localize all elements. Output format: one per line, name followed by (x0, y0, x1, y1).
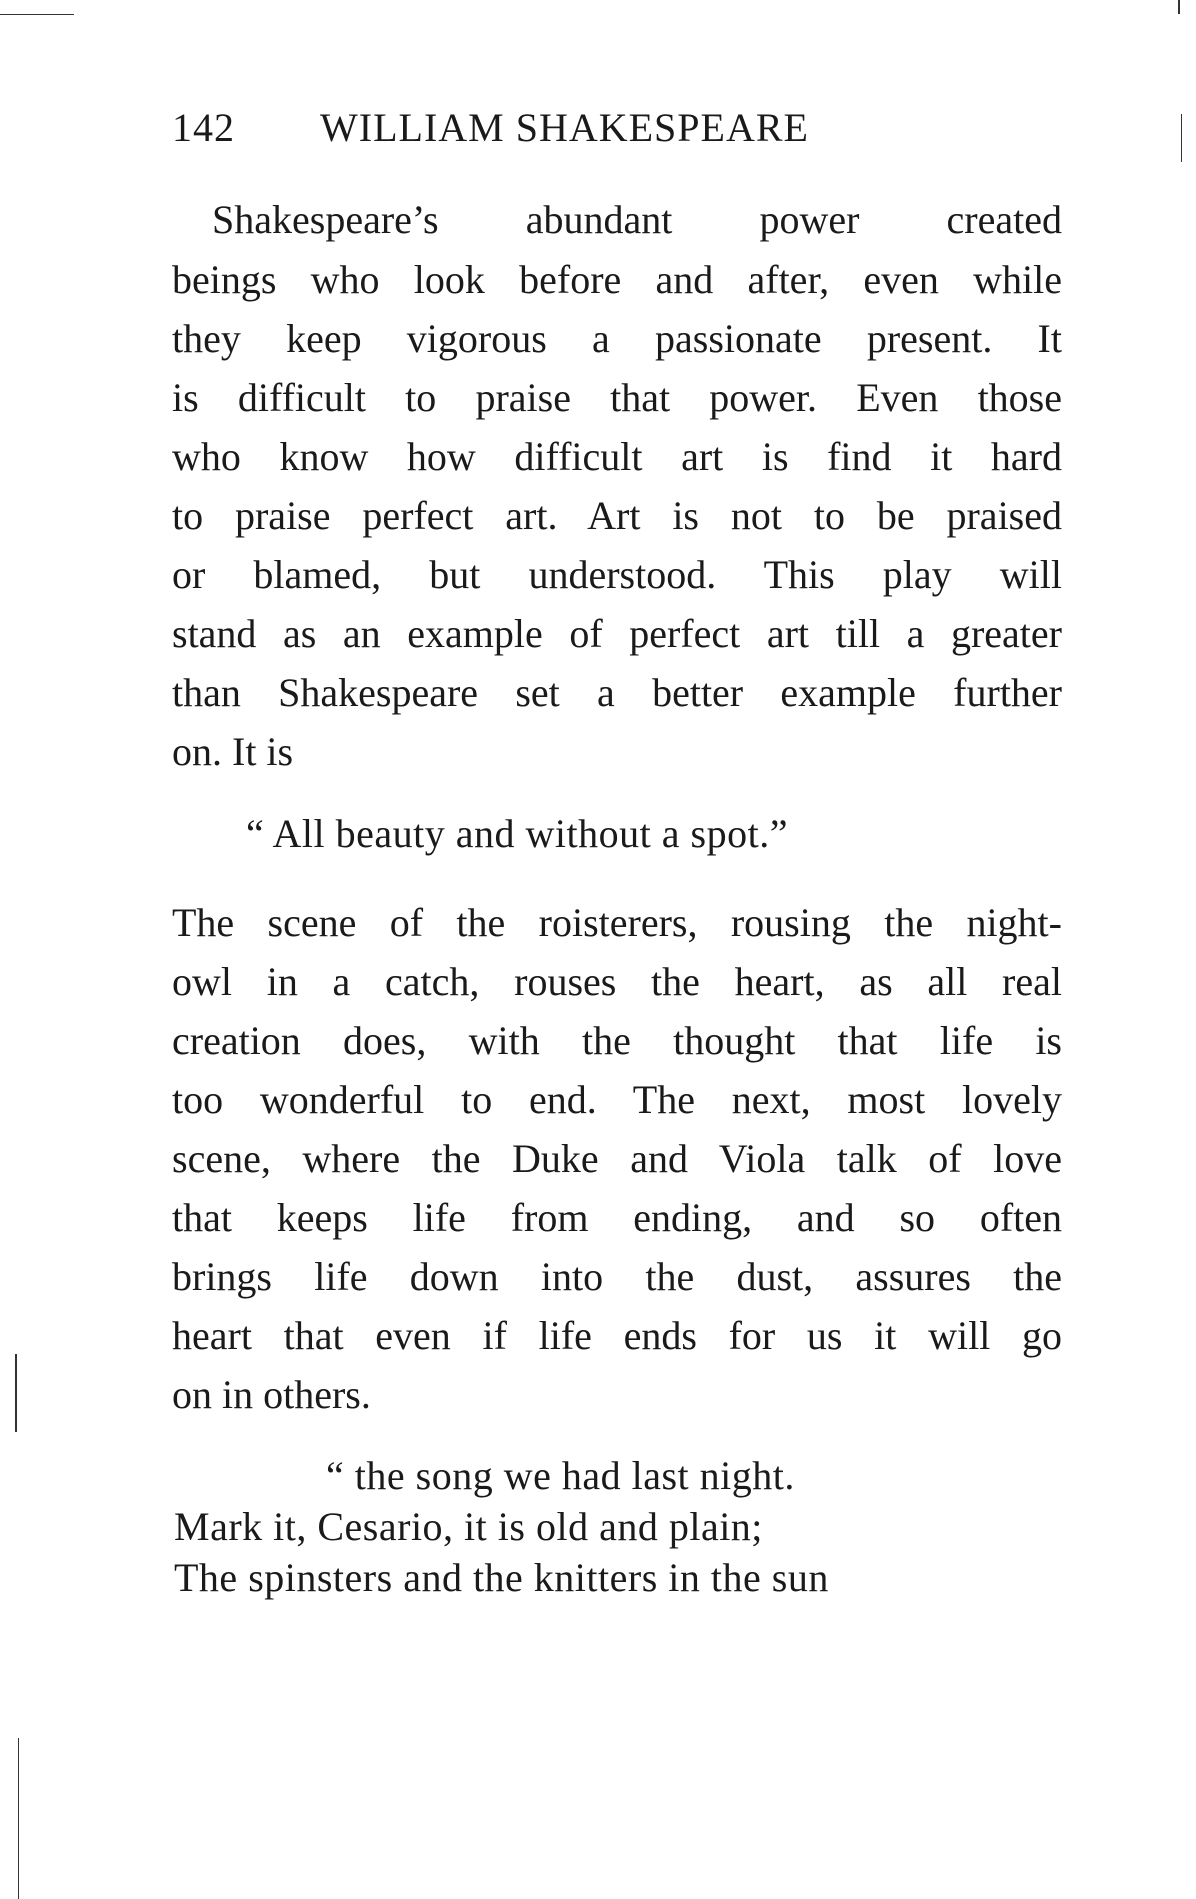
text-line: on. It is (172, 729, 294, 774)
scan-mark-left-edge-1 (15, 1354, 17, 1432)
text-line: to praise perfect art. Art is not to be praised (172, 493, 1062, 538)
running-head (172, 104, 809, 151)
page-number: 142 (172, 105, 235, 150)
verse-line: The spinsters and the knitters in the sun (174, 1555, 829, 1600)
text-line: Shakespeare’s abundant power created (212, 197, 1062, 242)
scan-mark-top-left (0, 14, 74, 15)
text-line: heart that even if life ends for us it will go (172, 1313, 1062, 1358)
verse-line: Mark it, Cesario, it is old and plain; (174, 1504, 763, 1549)
text-line: than Shakespeare set a better example further (172, 670, 1062, 715)
text-line: they keep vigorous a passionate present. It (172, 316, 1062, 361)
text-line: too wonderful to end. The next, most lovely (172, 1077, 1062, 1122)
running-title: WILLIAM SHAKESPEARE (320, 105, 809, 150)
quotation: “ All beauty and without a spot.” (246, 811, 788, 856)
text-line: owl in a catch, rouses the heart, as all real (172, 959, 1062, 1004)
text-line: or blamed, but understood. This play will (172, 552, 1062, 597)
text-line: beings who look before and after, even while (172, 257, 1062, 302)
text-line: on in others. (172, 1372, 371, 1417)
text-line: The scene of the roisterers, rousing the night- (172, 900, 1062, 945)
text-line: is difficult to praise that power. Even those (172, 375, 1062, 420)
text-line: creation does, with the thought that life is (172, 1018, 1062, 1063)
text-line: stand as an example of perfect art till a greater (172, 611, 1062, 656)
verse-line: “ the song we had last night. (326, 1453, 795, 1498)
text-line: that keeps life from ending, and so often (172, 1195, 1062, 1240)
scan-mark-left-edge-2 (18, 1738, 19, 1899)
text-line: brings life down into the dust, assures the (172, 1254, 1062, 1299)
scan-mark-right-edge (1181, 114, 1182, 162)
scan-mark-top-right (1178, 0, 1180, 14)
text-line: scene, where the Duke and Viola talk of love (172, 1136, 1062, 1181)
text-line: who know how difficult art is find it hard (172, 434, 1062, 479)
